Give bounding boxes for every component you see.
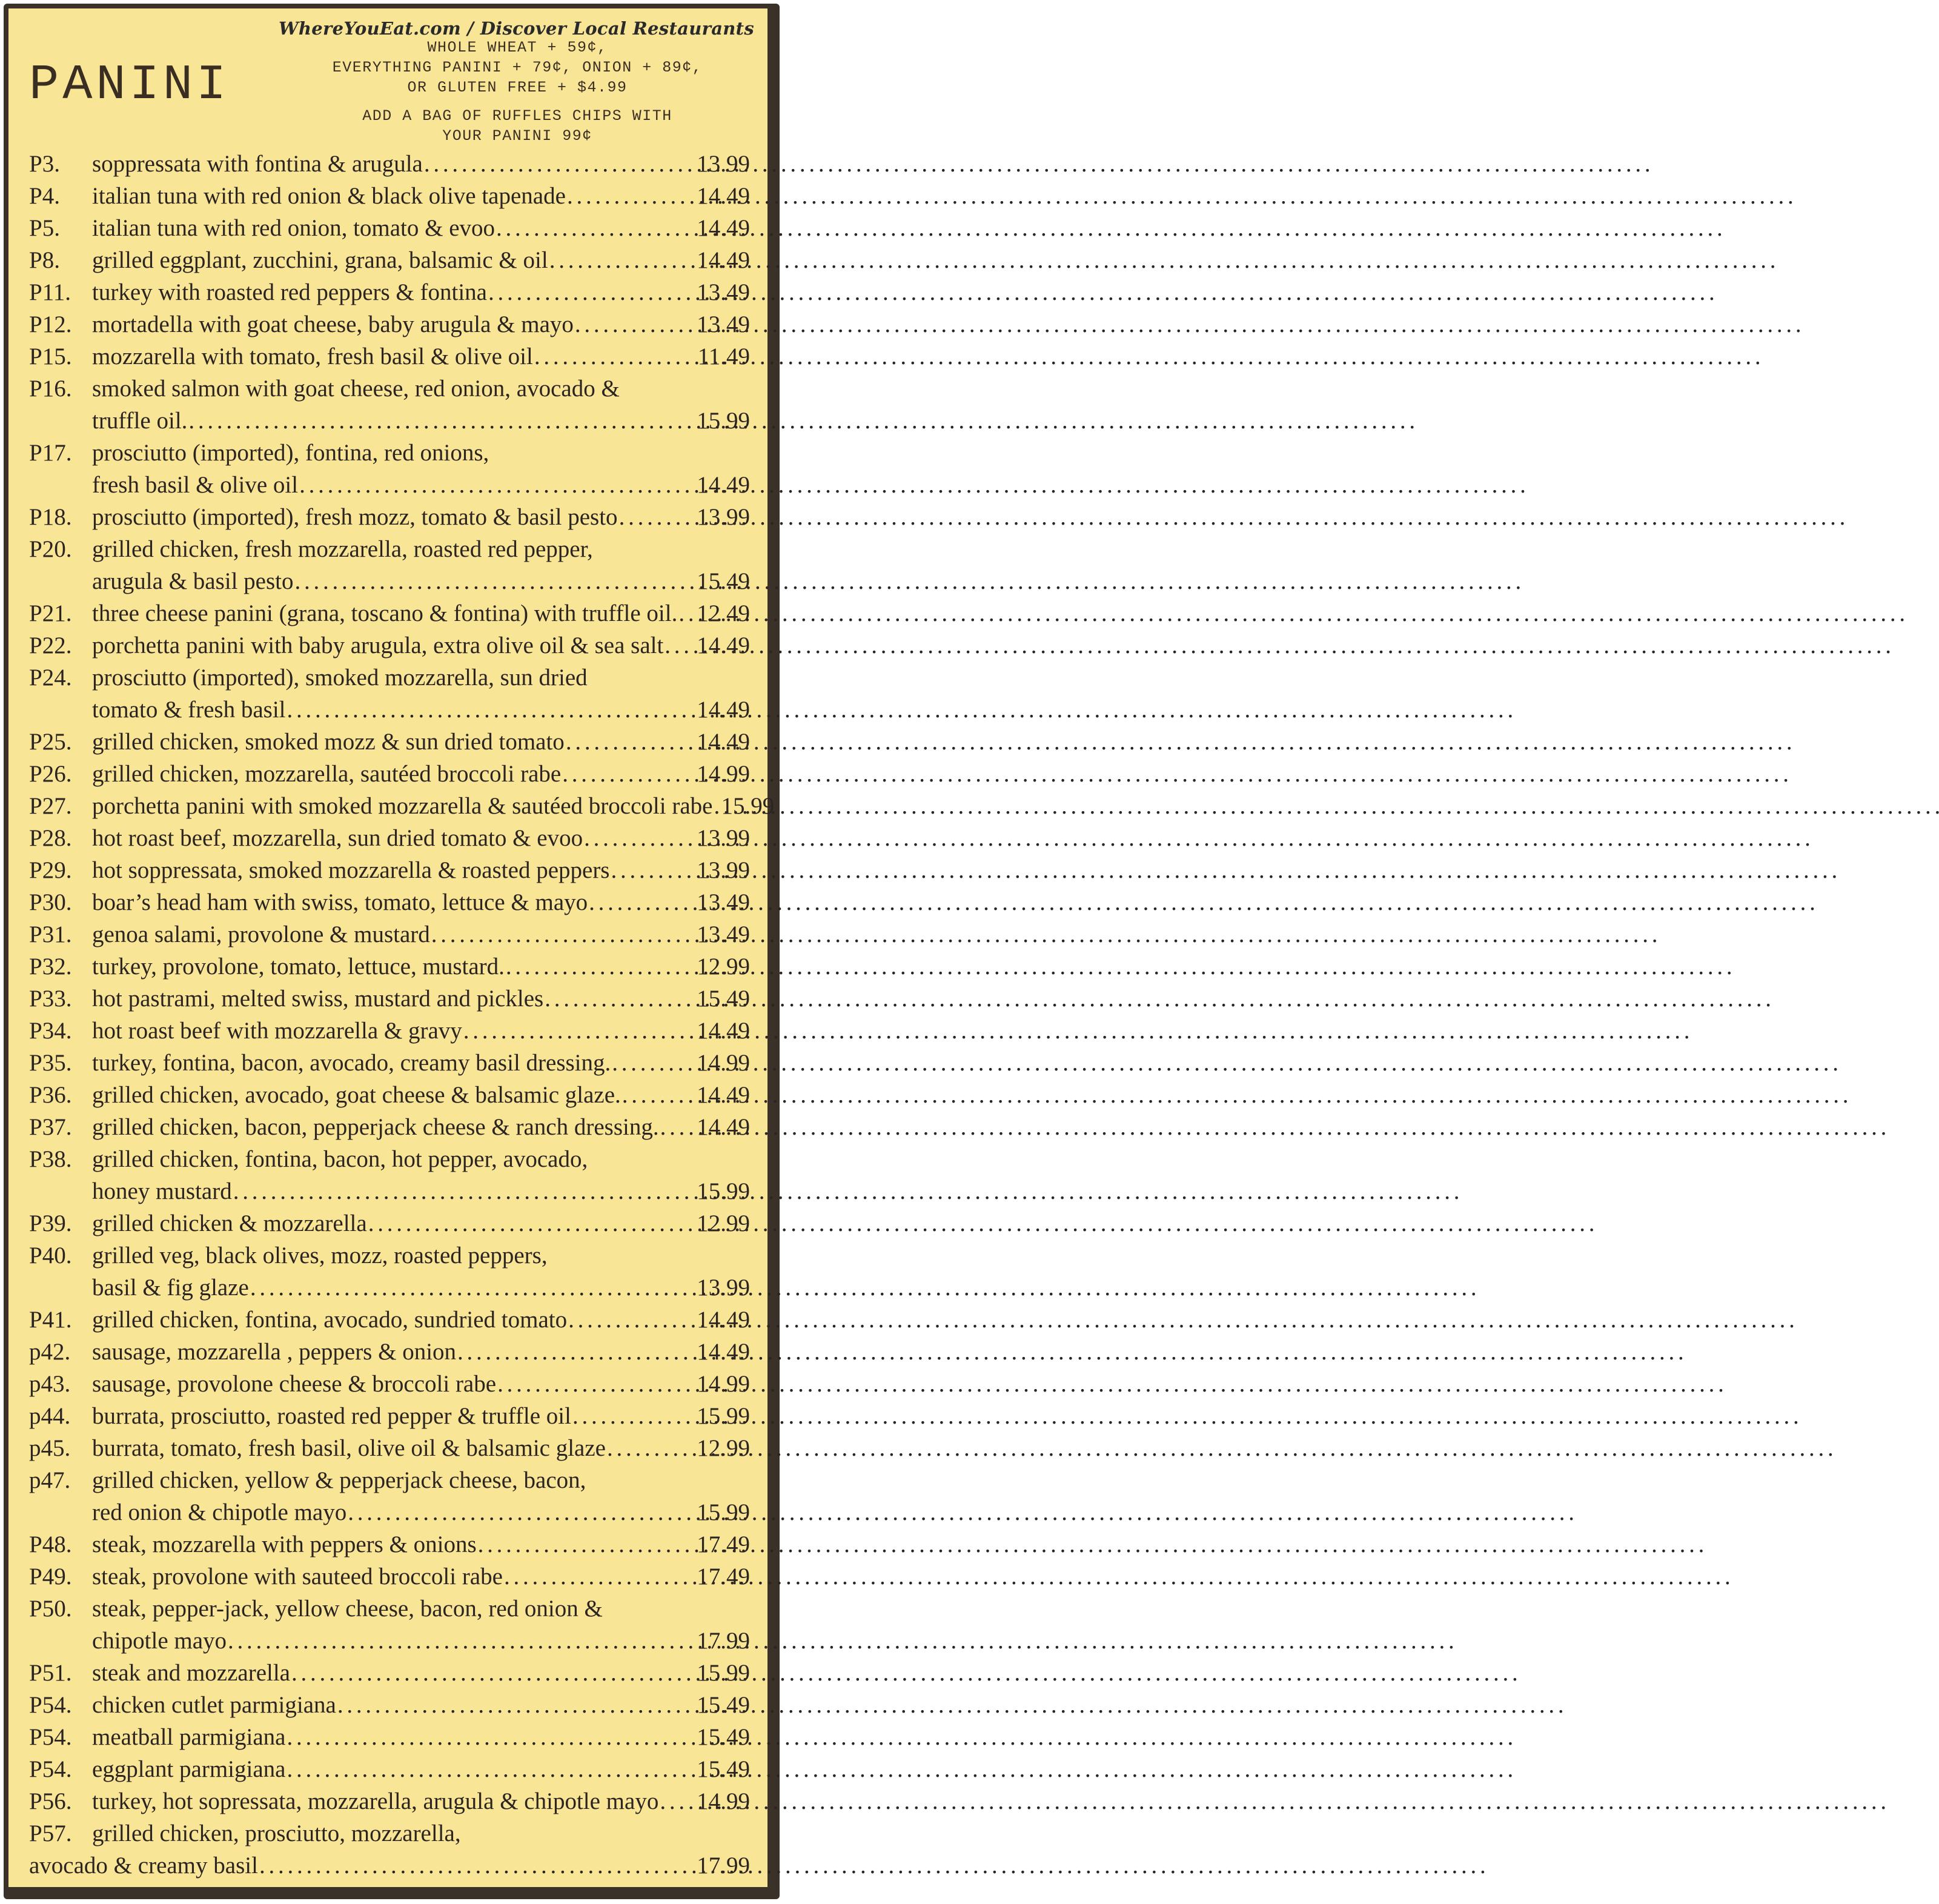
item-price: 14.49 [697, 1114, 750, 1140]
leader-dots [368, 1207, 696, 1239]
item-price: 13.49 [697, 921, 750, 947]
item-price: 15.99 [697, 1660, 750, 1686]
menu-item [29, 1111, 750, 1143]
item-code: P36. [29, 1082, 72, 1108]
item-code: P3. [29, 151, 60, 177]
note-line: EVERYTHING PANINI + 79¢, ONION + 89¢, [332, 59, 703, 76]
menu-item [29, 726, 750, 758]
item-price: 14.49 [697, 472, 750, 498]
leader-dots [424, 148, 695, 180]
leader-dots [291, 1657, 695, 1689]
item-price: 14.49 [697, 1018, 750, 1044]
menu-item [29, 533, 750, 597]
menu-list [29, 148, 775, 1882]
menu-item-line [29, 1175, 750, 1207]
menu-item [29, 1721, 750, 1753]
menu-item [29, 1432, 750, 1464]
menu-item [29, 148, 750, 180]
item-code: P49. [29, 1564, 72, 1590]
item-code: P41. [29, 1307, 72, 1333]
menu-item-line [29, 469, 750, 501]
leader-dots [299, 469, 695, 501]
menu-item [29, 854, 750, 886]
leader-dots [228, 1625, 695, 1657]
item-code: P56. [29, 1788, 72, 1814]
leader-dots [504, 1561, 695, 1593]
leader-dots [545, 983, 695, 1015]
menu-item-line [29, 1015, 750, 1047]
item-code: P35. [29, 1050, 72, 1076]
item-price: 14.49 [697, 697, 750, 723]
item-price: 14.49 [697, 1082, 750, 1108]
item-description: smoked salmon with goat cheese, red onion, avocado & [92, 376, 620, 402]
leader-dots [665, 629, 695, 662]
menu-item-line [29, 1817, 750, 1849]
menu-panel [8, 8, 775, 1887]
leader-dots [496, 212, 695, 244]
leader-dots [287, 694, 696, 726]
leader-dots [584, 822, 695, 854]
item-price: 12.99 [697, 1435, 750, 1461]
item-description: steak, mozzarella with peppers & onions [92, 1531, 477, 1557]
item-price: 14.99 [697, 1788, 750, 1814]
note-line: WHOLE WHEAT + 59¢, [427, 39, 608, 56]
item-price: 14.99 [697, 1371, 750, 1397]
item-price: 14.49 [697, 247, 750, 273]
leader-dots [678, 597, 695, 629]
menu-item-line [29, 694, 750, 726]
menu-item [29, 1304, 750, 1336]
menu-item [29, 950, 750, 983]
item-description: chipotle mayo [92, 1628, 227, 1654]
leader-dots [589, 886, 695, 918]
item-description: steak, pepper-jack, yellow cheese, bacon, red onion & [92, 1596, 603, 1622]
item-description: boar’s head ham with swiss, tomato, lettuce & mayo [92, 889, 588, 915]
item-price: 12.49 [697, 600, 750, 626]
menu-item [29, 437, 750, 501]
item-price: 13.99 [697, 504, 750, 530]
item-code: p45. [29, 1435, 71, 1461]
item-code: P25. [29, 729, 72, 755]
menu-item-line [29, 1753, 750, 1785]
item-price: 13.49 [697, 889, 750, 915]
menu-item [29, 1079, 750, 1111]
item-code: P51. [29, 1660, 72, 1686]
item-description: soppressata with fontina & arugula [92, 151, 423, 177]
leader-dots [188, 405, 695, 437]
item-price: 15.99 [721, 793, 775, 819]
menu-item-line [29, 1496, 750, 1528]
menu-item-line [29, 1336, 750, 1368]
item-code: P16. [29, 376, 72, 402]
menu-item-line [29, 373, 750, 405]
item-description: steak and mozzarella [92, 1660, 290, 1686]
item-description: grilled chicken, prosciutto, mozzarella, [92, 1820, 461, 1846]
item-description: porchetta panini with smoked mozzarella & sautéed broccoli rabe [92, 793, 713, 819]
item-description: grilled chicken, yellow & pepperjack cheese, bacon, [92, 1467, 586, 1493]
item-price: 17.99 [697, 1628, 750, 1654]
item-price: 14.49 [697, 183, 750, 209]
leader-dots [566, 726, 695, 758]
item-code: P4. [29, 183, 60, 209]
leader-dots [567, 180, 695, 212]
item-description: basil & fig glaze [92, 1275, 249, 1301]
item-description: porchetta panini with baby arugula, extra olive oil & sea salt [92, 632, 664, 658]
item-code: P22. [29, 632, 72, 658]
menu-item [29, 244, 750, 276]
menu-item-line [29, 1849, 750, 1882]
item-price: 15.99 [697, 408, 750, 434]
menu-item [29, 1528, 750, 1561]
leader-dots [431, 918, 695, 950]
item-description: grilled chicken, avocado, goat cheese & balsamic glaze. [92, 1082, 621, 1108]
leader-dots [612, 1047, 695, 1079]
menu-item-line [29, 886, 750, 918]
item-description: hot roast beef with mozzarella & gravy [92, 1018, 462, 1044]
item-price: 13.49 [697, 311, 750, 337]
menu-item-line [29, 340, 750, 373]
note-line: OR GLUTEN FREE + $4.99 [407, 79, 628, 96]
item-code: P17. [29, 440, 72, 466]
item-description: prosciutto (imported), smoked mozzarella, sun dried [92, 665, 588, 691]
item-price: 13.99 [697, 1275, 750, 1301]
item-description: mortadella with goat cheese, baby arugula & mayo [92, 311, 574, 337]
menu-item [29, 886, 750, 918]
leader-dots [497, 1368, 695, 1400]
leader-dots [611, 854, 695, 886]
menu-item [29, 1657, 750, 1689]
item-description: eggplant parmigiana [92, 1756, 286, 1782]
item-code: P57. [29, 1820, 72, 1846]
item-price: 12.99 [697, 954, 750, 980]
menu-item [29, 1047, 750, 1079]
menu-item [29, 308, 750, 340]
menu-item-line [29, 1047, 750, 1079]
menu-item-line [29, 1689, 750, 1721]
item-code: P28. [29, 825, 72, 851]
item-price: 17.49 [697, 1531, 750, 1557]
item-code: P54. [29, 1724, 72, 1750]
item-price: 17.99 [697, 1853, 750, 1879]
item-description: grilled chicken, fresh mozzarella, roasted red pepper, [92, 536, 593, 562]
menu-item-line [29, 501, 750, 533]
item-code: P12. [29, 311, 72, 337]
menu-item [29, 662, 750, 726]
menu-item-line [29, 276, 750, 308]
item-code: P30. [29, 889, 72, 915]
item-description: genoa salami, provolone & mustard [92, 921, 430, 947]
item-description: turkey, provolone, tomato, lettuce, mustard. [92, 954, 505, 980]
menu-item [29, 1785, 750, 1817]
menu-item-line [29, 1785, 750, 1817]
item-code: P33. [29, 986, 72, 1012]
menu-item [29, 1207, 750, 1239]
item-description: grilled chicken, mozzarella, sautéed broccoli rabe [92, 761, 562, 787]
menu-item-line [29, 950, 750, 983]
leader-dots [259, 1849, 695, 1882]
menu-item-line [29, 629, 750, 662]
menu-item [29, 983, 750, 1015]
menu-item-line [29, 1111, 750, 1143]
item-description: red onion & chipotle mayo [92, 1499, 347, 1525]
item-description: avocado & creamy basil [29, 1853, 258, 1879]
leader-dots [348, 1496, 695, 1528]
item-price: 14.49 [697, 215, 750, 241]
menu-item-line [29, 1593, 750, 1625]
leader-dots [562, 758, 695, 790]
menu-item-line [29, 1304, 750, 1336]
menu-item-line [29, 533, 750, 565]
item-description: grilled chicken, bacon, pepperjack cheese & ranch dressing. [92, 1114, 659, 1140]
item-code: P54. [29, 1692, 72, 1718]
item-code: P40. [29, 1242, 72, 1269]
menu-item [29, 1239, 750, 1304]
item-code: P21. [29, 600, 72, 626]
menu-item-line [29, 1400, 750, 1432]
menu-item-line [29, 148, 750, 180]
menu-item-line [29, 308, 750, 340]
menu-item-line [29, 1368, 750, 1400]
menu-item [29, 340, 750, 373]
menu-item-line [29, 726, 750, 758]
item-description: arugula & basil pesto [92, 568, 294, 594]
item-description: turkey, fontina, bacon, avocado, creamy basil dressing. [92, 1050, 611, 1076]
item-price: 14.49 [697, 1307, 750, 1333]
menu-item-line [29, 1561, 750, 1593]
item-description: burrata, tomato, fresh basil, olive oil & balsamic glaze [92, 1435, 606, 1461]
menu-item [29, 597, 750, 629]
leader-dots [714, 790, 720, 822]
item-description: grilled chicken, fontina, avocado, sundried tomato [92, 1307, 568, 1333]
item-price: 14.99 [697, 761, 750, 787]
item-description: grilled eggplant, zucchini, grana, balsamic & oil [92, 247, 548, 273]
item-description: steak, provolone with sauteed broccoli rabe [92, 1564, 503, 1590]
item-description: truffle oil. [92, 408, 188, 434]
item-code: p42. [29, 1339, 71, 1365]
leader-dots [463, 1015, 695, 1047]
menu-item-line [29, 405, 750, 437]
leader-dots [287, 1753, 695, 1785]
menu-item-line [29, 1239, 750, 1272]
leader-dots [295, 565, 696, 597]
leader-dots [575, 308, 695, 340]
item-price: 13.49 [697, 279, 750, 305]
item-code: P29. [29, 857, 72, 883]
item-price: 15.49 [697, 1724, 750, 1750]
item-price: 15.49 [697, 1756, 750, 1782]
menu-item-line [29, 1079, 750, 1111]
menu-item-line [29, 244, 750, 276]
item-price: 14.49 [697, 632, 750, 658]
menu-item-line [29, 822, 750, 854]
menu-item [29, 1400, 750, 1432]
menu-item [29, 212, 750, 244]
item-price: 15.49 [697, 1692, 750, 1718]
item-code: p43. [29, 1371, 71, 1397]
item-description: hot soppressata, smoked mozzarella & roasted peppers [92, 857, 610, 883]
item-code: P50. [29, 1596, 72, 1622]
menu-item [29, 1561, 750, 1593]
item-code: P8. [29, 247, 60, 273]
menu-item [29, 629, 750, 662]
leader-dots [457, 1336, 695, 1368]
item-description: burrata, prosciutto, roasted red pepper & truffle oil [92, 1403, 571, 1429]
menu-item-line [29, 437, 750, 469]
item-price: 13.99 [697, 825, 750, 851]
menu-item-line [29, 1432, 750, 1464]
menu-item [29, 1336, 750, 1368]
menu-item-line [29, 1657, 750, 1689]
menu-item-line [29, 1464, 750, 1496]
item-code: P18. [29, 504, 72, 530]
item-description: hot pastrami, melted swiss, mustard and pickles [92, 986, 544, 1012]
menu-item-line [29, 565, 750, 597]
menu-item-line [29, 983, 750, 1015]
leader-dots [622, 1079, 695, 1111]
leader-dots [549, 244, 696, 276]
item-price: 14.99 [697, 1050, 750, 1076]
menu-item [29, 1143, 750, 1207]
item-price: 13.99 [697, 151, 750, 177]
item-price: 15.49 [697, 986, 750, 1012]
item-description: mozzarella with tomato, fresh basil & olive oil [92, 343, 533, 370]
item-price: 15.99 [697, 1403, 750, 1429]
item-price: 14.49 [697, 1339, 750, 1365]
leader-dots [250, 1272, 695, 1304]
menu-item-line [29, 1625, 750, 1657]
leader-dots [568, 1304, 695, 1336]
menu-item [29, 758, 750, 790]
item-description: hot roast beef, mozzarella, sun dried tomato & evoo [92, 825, 583, 851]
note-line: YOUR PANINI 99¢ [442, 127, 592, 145]
item-description: honey mustard [92, 1178, 232, 1204]
menu-item [29, 1753, 750, 1785]
item-description: meatball parmigiana [92, 1724, 286, 1750]
leader-dots [488, 276, 695, 308]
item-description: tomato & fresh basil [92, 697, 286, 723]
item-description: grilled chicken, smoked mozz & sun dried tomato [92, 729, 565, 755]
item-code: P48. [29, 1531, 72, 1557]
item-code: P26. [29, 761, 72, 787]
add-on-notes [293, 38, 741, 146]
item-description: grilled veg, black olives, mozz, roasted peppers, [92, 1242, 548, 1269]
menu-item-line [29, 597, 750, 629]
item-code: P20. [29, 536, 72, 562]
item-description: turkey with roasted red peppers & fontina [92, 279, 487, 305]
menu-item [29, 1464, 750, 1528]
leader-dots [607, 1432, 695, 1464]
item-description: three cheese panini (grana, toscano & fontina) with truffle oil. [92, 600, 678, 626]
item-code: P38. [29, 1146, 72, 1172]
item-price: 15.49 [697, 568, 750, 594]
item-description: chicken cutlet parmigiana [92, 1692, 336, 1718]
item-description: turkey, hot sopressata, mozzarella, arugula & chipotle mayo [92, 1788, 659, 1814]
menu-item [29, 180, 750, 212]
item-code: p44. [29, 1403, 71, 1429]
menu-item [29, 1689, 750, 1721]
leader-dots [287, 1721, 695, 1753]
item-description: grilled chicken & mozzarella [92, 1210, 367, 1236]
menu-item-line [29, 790, 775, 822]
item-description: fresh basil & olive oil [92, 472, 299, 498]
item-code: p47. [29, 1467, 71, 1493]
menu-item-line [29, 1528, 750, 1561]
menu-item-line [29, 1721, 750, 1753]
item-code: P54. [29, 1756, 72, 1782]
item-description: sausage, mozzarella , peppers & onion [92, 1339, 457, 1365]
menu-item [29, 1593, 750, 1657]
item-code: P31. [29, 921, 72, 947]
note-line: ADD A BAG OF RUFFLES CHIPS WITH [362, 107, 672, 125]
leader-dots [534, 340, 697, 373]
item-description: sausage, provolone cheese & broccoli rabe [92, 1371, 497, 1397]
item-description: prosciutto (imported), fresh mozz, tomato & basil pesto [92, 504, 618, 530]
menu-item-line [29, 854, 750, 886]
item-price: 17.49 [697, 1564, 750, 1590]
menu-item-line [29, 212, 750, 244]
item-price: 12.99 [697, 1210, 750, 1236]
item-code: P5. [29, 215, 60, 241]
item-code: P15. [29, 343, 72, 370]
menu-item-line [29, 758, 750, 790]
menu-item-line [29, 1207, 750, 1239]
leader-dots [233, 1175, 696, 1207]
item-price: 15.99 [697, 1178, 750, 1204]
menu-item-line [29, 662, 750, 694]
site-watermark: WhereYouEat.com / Discover Local Restaurants [279, 18, 754, 39]
item-price: 13.99 [697, 857, 750, 883]
item-price: 14.49 [697, 729, 750, 755]
item-description: italian tuna with red onion & black olive tapenade [92, 183, 566, 209]
item-code: P11. [29, 279, 71, 305]
menu-item [29, 918, 750, 950]
item-price: 11.49 [697, 343, 750, 370]
item-code: P24. [29, 665, 72, 691]
item-code: P37. [29, 1114, 72, 1140]
menu-item [29, 1817, 750, 1882]
item-price: 15.99 [697, 1499, 750, 1525]
item-code: P34. [29, 1018, 72, 1044]
leader-dots [337, 1689, 695, 1721]
leader-dots [572, 1400, 695, 1432]
leader-dots [619, 501, 696, 533]
leader-dots [660, 1785, 695, 1817]
menu-item [29, 1015, 750, 1047]
menu-item [29, 790, 775, 822]
menu-item [29, 501, 750, 533]
item-description: prosciutto (imported), fontina, red onions, [92, 440, 489, 466]
item-code: P39. [29, 1210, 72, 1236]
menu-item-line [29, 180, 750, 212]
leader-dots [506, 950, 695, 983]
menu-item-line [29, 918, 750, 950]
item-code: P32. [29, 954, 72, 980]
menu-item [29, 822, 750, 854]
leader-dots [478, 1528, 696, 1561]
menu-item [29, 373, 750, 437]
menu-item [29, 276, 750, 308]
item-description: italian tuna with red onion, tomato & evoo [92, 215, 496, 241]
menu-item [29, 1368, 750, 1400]
leader-dots [660, 1111, 696, 1143]
section-title: PANINI [29, 57, 230, 113]
menu-item-line [29, 1143, 750, 1175]
item-code: P27. [29, 793, 72, 819]
item-description: grilled chicken, fontina, bacon, hot pepper, avocado, [92, 1146, 588, 1172]
menu-item-line [29, 1272, 750, 1304]
